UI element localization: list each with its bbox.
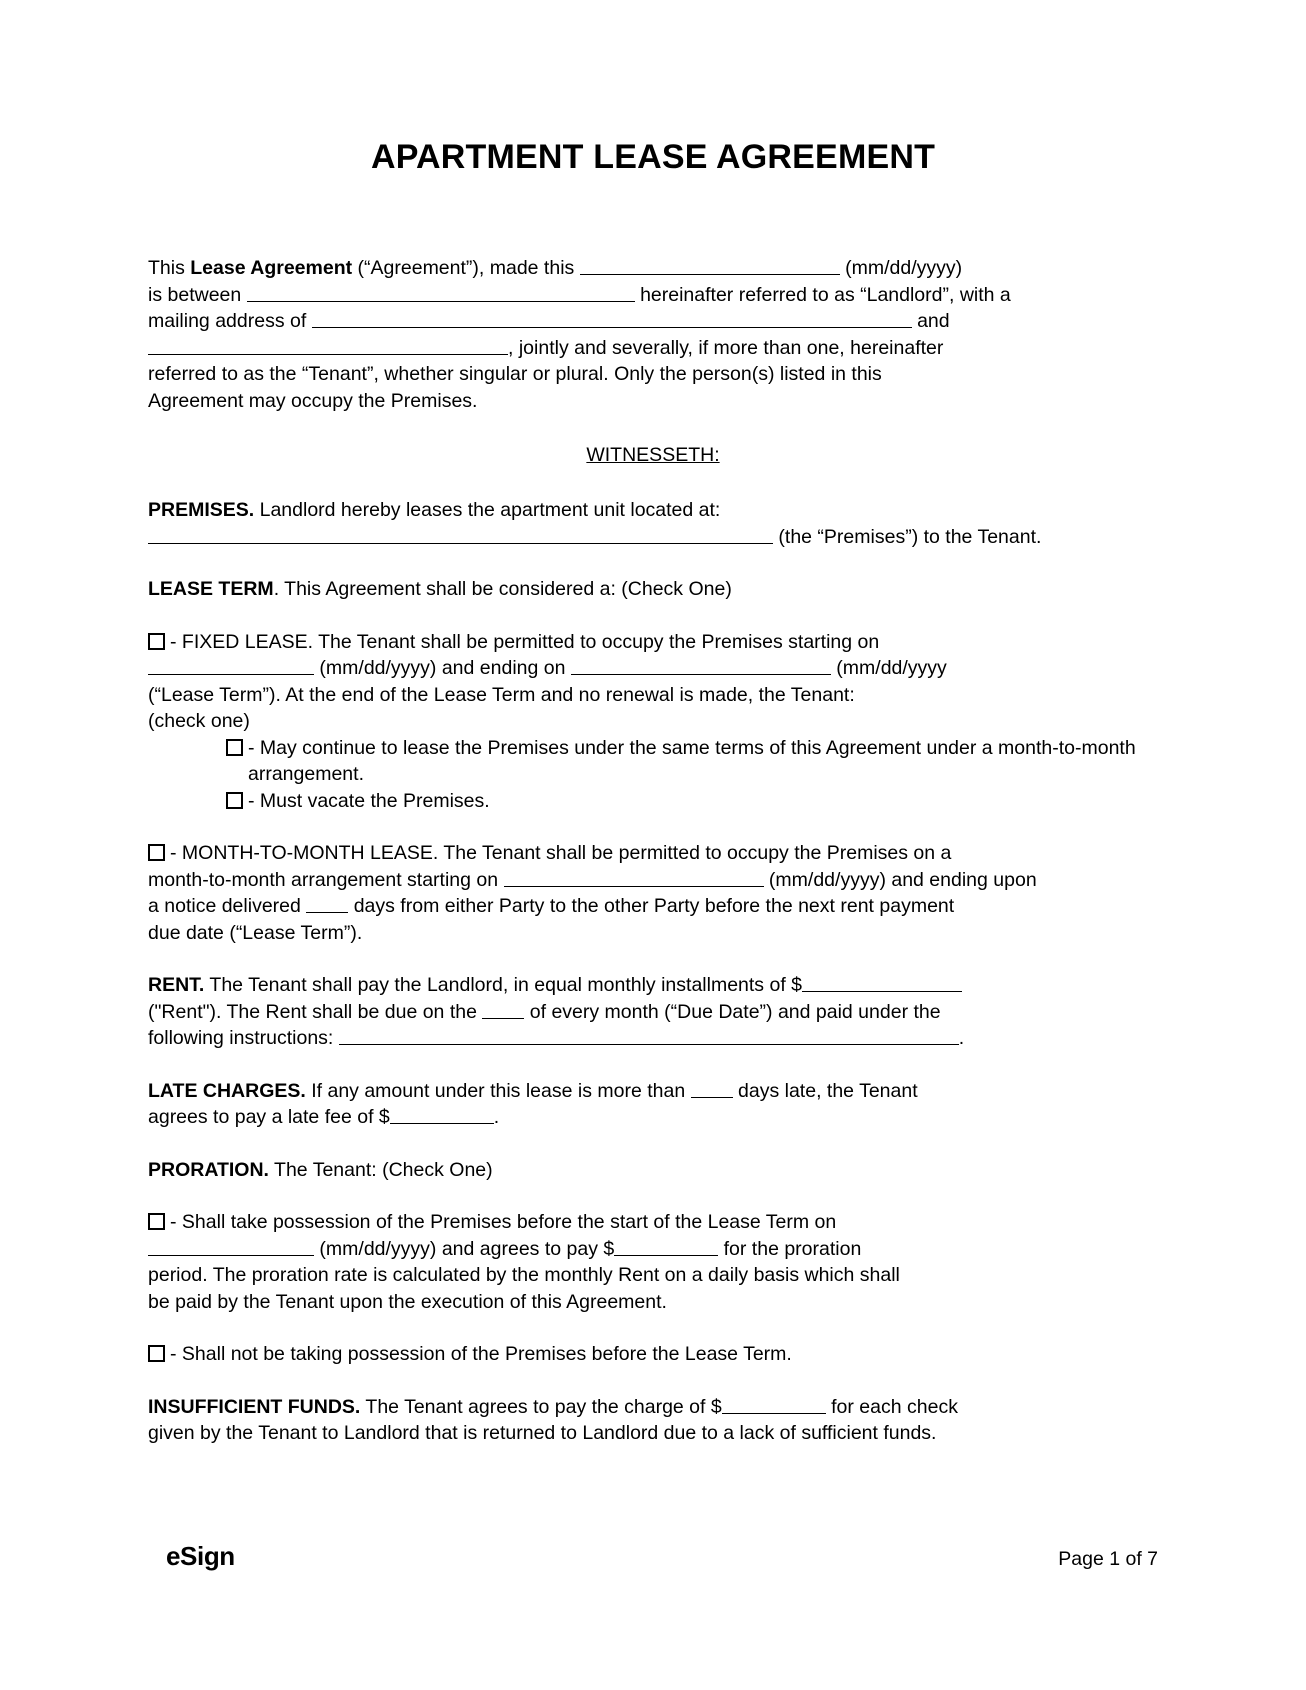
intro-and: and — [911, 310, 950, 332]
intro-lead-bold: Lease Agreement — [190, 257, 353, 279]
proration-no-possession-row[interactable] — [148, 1341, 1158, 1368]
fixed-lease-end-date-field[interactable] — [571, 657, 831, 675]
must-vacate-row[interactable] — [226, 788, 1158, 815]
monthly-rent-amount-field[interactable] — [802, 974, 962, 992]
page-number: Page 1 of 7 — [1058, 1548, 1158, 1570]
premises-heading: PREMISES. — [148, 499, 255, 521]
proration-start-date-field[interactable] — [148, 1238, 314, 1256]
intro-date-hint: (mm/dd/yyyy) — [839, 257, 963, 279]
intro-line-6: Agreement may occupy the Premises. — [148, 389, 478, 412]
intro-line-4 — [148, 335, 1158, 362]
page-footer — [0, 1541, 1306, 1572]
month-to-month-start-date-field[interactable] — [504, 869, 764, 887]
checkbox-icon-fixed-lease[interactable] — [148, 633, 165, 650]
rent-line3-a: following instructions: — [148, 1027, 339, 1049]
tenant-name-field[interactable] — [148, 337, 508, 355]
proration-line-2 — [148, 1236, 1158, 1263]
proration-line — [148, 1157, 1158, 1184]
fixed-lease-line2-b: (mm/dd/yyyy — [830, 657, 947, 679]
month-to-month-line-4: due date (“Lease Term”). — [148, 921, 363, 944]
intro-line-2 — [148, 282, 1158, 309]
proration-text: The Tenant: (Check One) — [268, 1158, 493, 1181]
month-to-month-label: - MONTH-TO-MONTH LEASE. The Tenant shall be permitted to occupy the Premises on a — [170, 842, 952, 864]
witnesseth-heading: WITNESSETH: — [586, 444, 720, 466]
month-to-month-line-2 — [148, 867, 1158, 894]
proration-option-1 — [148, 1209, 1158, 1315]
rent-section — [148, 972, 1158, 1052]
mtm-line2-b: (mm/dd/yyyy) and ending upon — [763, 868, 1037, 891]
lease-term-text: . This Agreement shall be considered a: (Check One) — [273, 578, 732, 600]
proration-amount-field[interactable] — [614, 1238, 718, 1256]
proration-heading-block — [148, 1157, 1158, 1184]
notice-days-field[interactable] — [306, 895, 348, 913]
rent-line2-a: ("Rent"). The Rent shall be due on the — [148, 1000, 483, 1023]
checkbox-icon-must-vacate[interactable] — [226, 792, 243, 809]
intro-mailing-label: mailing address of — [148, 310, 312, 332]
fixed-lease-label: - FIXED LEASE. The Tenant shall be permitted to occupy the Premises starting on — [170, 630, 880, 653]
checkbox-icon-continue-month-to-month[interactable] — [226, 739, 243, 756]
landlord-name-field[interactable] — [247, 284, 635, 302]
nsf-charge-amount-field[interactable] — [722, 1396, 826, 1414]
checkbox-icon-proration-no-possession[interactable] — [148, 1345, 165, 1362]
late-charges-section — [148, 1078, 1158, 1131]
month-to-month-option — [148, 840, 1158, 946]
intro-landlord-tail: hereinafter referred to as “Landlord”, with a — [634, 283, 1011, 306]
checkbox-icon-proration-take-possession[interactable] — [148, 1213, 165, 1230]
insufficient-funds-heading: INSUFFICIENT FUNDS. — [148, 1395, 361, 1418]
intro-line-3 — [148, 308, 1158, 335]
late-charge-days-field[interactable] — [691, 1080, 733, 1098]
mtm-line3-b: days from either Party to the other Party before the next rent payment — [348, 895, 955, 917]
esign-logo: eSign — [166, 1541, 235, 1571]
intro-lead-rest: (“Agreement”), made this — [352, 257, 580, 279]
proration-no-possession-label: - Shall not be taking possession of the Premises before the Lease Term. — [170, 1343, 792, 1365]
insufficient-funds-line1-b: for each check — [825, 1395, 958, 1418]
fixed-lease-option — [148, 629, 1158, 815]
agreement-date-field[interactable] — [580, 257, 840, 275]
late-charges-line1-b: days late, the Tenant — [732, 1079, 918, 1102]
month-to-month-checkbox-row[interactable] — [148, 840, 1158, 867]
proration-line-4: be paid by the Tenant upon the execution of this Agreement. — [148, 1290, 667, 1313]
page-title: APARTMENT LEASE AGREEMENT — [370, 138, 936, 176]
late-charges-line1-a: If any amount under this lease is more than — [305, 1079, 691, 1102]
proration-option-2 — [148, 1341, 1158, 1368]
premises-text: Landlord hereby leases the apartment unit located at: — [254, 499, 721, 521]
lease-term-heading: LEASE TERM — [148, 578, 274, 600]
rent-line-1 — [148, 972, 1158, 999]
premises-section — [148, 497, 1158, 550]
fixed-lease-line-2 — [148, 655, 1158, 682]
late-charges-line2-a: agrees to pay a late fee of $ — [148, 1106, 390, 1128]
fixed-lease-start-date-field[interactable] — [148, 657, 314, 675]
late-charges-line-1 — [148, 1078, 1158, 1105]
rent-payment-instructions-field[interactable] — [339, 1027, 959, 1045]
continue-month-to-month-row[interactable] — [226, 735, 1158, 788]
proration-heading: PRORATION. — [148, 1158, 269, 1181]
mtm-line3-a: a notice delivered — [148, 895, 307, 917]
premises-line-2 — [148, 524, 1158, 551]
late-charges-line-2 — [148, 1104, 1158, 1131]
intro-is-between: is between — [148, 283, 247, 306]
must-vacate-label: - Must vacate the Premises. — [248, 789, 490, 812]
fixed-lease-checkbox-row[interactable] — [148, 629, 1158, 656]
rent-heading: RENT. — [148, 974, 205, 996]
lease-term-line — [148, 576, 1158, 603]
rent-line1-text: The Tenant shall pay the Landlord, in equal monthly installments of $ — [204, 974, 802, 996]
insufficient-funds-line-2: given by the Tenant to Landlord that is returned to Landlord due to a lack of sufficient funds. — [148, 1422, 937, 1444]
rent-due-day-field[interactable] — [482, 1001, 524, 1019]
proration-line2-b: for the proration — [718, 1237, 862, 1260]
proration-take-possession-label: - Shall take possession of the Premises before the start of the Lease Term on — [170, 1211, 837, 1233]
fixed-lease-line-4: (check one) — [148, 710, 250, 732]
late-fee-amount-field[interactable] — [390, 1106, 494, 1124]
insufficient-funds-section — [148, 1394, 1158, 1447]
fixed-lease-line2-a: (mm/dd/yyyy) and ending on — [314, 657, 571, 679]
insufficient-funds-line-1 — [148, 1394, 1158, 1421]
premises-tail: (the “Premises”) to the Tenant. — [773, 525, 1042, 548]
intro-line-5: referred to as the “Tenant”, whether singular or plural. Only the person(s) listed in this — [148, 363, 882, 385]
checkbox-icon-month-to-month[interactable] — [148, 844, 165, 861]
insufficient-funds-line1-a: The Tenant agrees to pay the charge of $ — [360, 1395, 722, 1418]
proration-line2-a: (mm/dd/yyyy) and agrees to pay $ — [314, 1237, 615, 1260]
lease-term-heading-block — [148, 576, 1158, 603]
month-to-month-line-3 — [148, 893, 1158, 920]
premises-line-1 — [148, 497, 1158, 524]
premises-address-field[interactable] — [148, 526, 773, 544]
rent-line-2 — [148, 999, 1158, 1026]
intro-lead-this: This — [148, 257, 191, 279]
document-body — [0, 255, 1306, 1447]
late-charges-heading: LATE CHARGES. — [148, 1079, 306, 1102]
rent-line-3 — [148, 1025, 1158, 1052]
intro-paragraph — [148, 255, 1158, 414]
rent-line2-b: of every month (“Due Date”) and paid under the — [524, 1000, 941, 1023]
intro-line-1 — [148, 255, 1158, 282]
mtm-line2-a: month-to-month arrangement starting on — [148, 868, 504, 891]
fixed-lease-line-3: (“Lease Term”). At the end of the Lease Term and no renewal is made, the Tenant: — [148, 683, 855, 706]
landlord-mailing-address-field[interactable] — [312, 310, 912, 328]
intro-jointly: , jointly and severally, if more than one, hereinafter — [508, 336, 944, 359]
continue-month-to-month-label: - May continue to lease the Premises under the same terms of this Agreement under a month-to-month arrangement. — [248, 736, 1136, 785]
proration-take-possession-row[interactable] — [148, 1209, 1158, 1236]
late-charges-line2-b: . — [493, 1106, 500, 1128]
rent-line3-b: . — [958, 1027, 965, 1049]
proration-line-3: period. The proration rate is calculated by the monthly Rent on a daily basis which shall — [148, 1264, 900, 1286]
